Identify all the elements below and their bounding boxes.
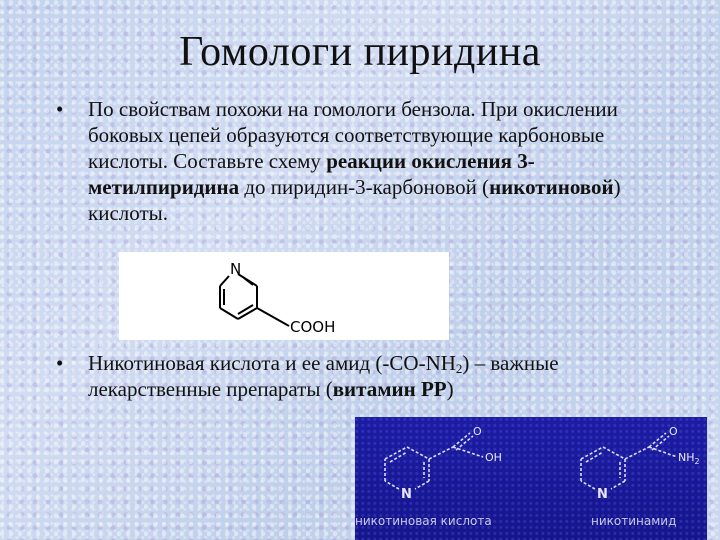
amide-ring-n-label: N (597, 487, 608, 502)
bullet-2-bold-vitamin: витамин PP (332, 377, 447, 401)
nicotinic-structures-svg (355, 417, 707, 540)
bullet-marker: • (56, 97, 64, 121)
bullet-1-text-part: до пиридин-3-карбоновой ( (239, 175, 490, 199)
nh2-subscript: 2 (455, 361, 463, 376)
bullet-2-text-part: Никотиновая кислота и ее амид (-CO-NH (88, 351, 456, 375)
bullet-1-bold-reaction: реакции окисления 3-метилпиридина (88, 149, 535, 199)
bullet-1-text-part: По свойствам похожи на гомологи бензола. При окислении боковых цепей образуются соответствующие карбоновые кислоты. Составьте схему (88, 97, 618, 173)
bullet-2-text-part: ) (446, 377, 454, 401)
bullet-1-bold-nicotinic: никотиновой (489, 175, 614, 199)
slide-title: Гомологи пиридина (179, 29, 541, 75)
pyridine-ring (220, 274, 289, 326)
nicotinic-structures-panel (355, 417, 707, 540)
bullet-1 (56, 96, 676, 226)
acid-ring-n-label: N (401, 487, 412, 502)
amide-ring (581, 433, 677, 489)
amide-nh-text: NH (678, 451, 695, 464)
bullet-marker: • (56, 351, 64, 375)
bullet-2-text (88, 350, 676, 402)
amide-nh2-label (678, 451, 700, 466)
acid-ring (385, 433, 483, 489)
acid-o-label: O (473, 425, 482, 438)
acid-caption: никотиновая кислота (355, 514, 492, 528)
amide-o-label: O (669, 425, 678, 438)
bullet-1-text (88, 96, 676, 226)
amide-caption: никотинамид (591, 514, 677, 528)
cooh-label: COOH (290, 318, 336, 336)
nicotinic-acid-svg (119, 252, 449, 340)
ring-n-label: N (230, 260, 242, 278)
bullet-2-text-part: ) – важные лекарственные препараты ( (88, 351, 559, 401)
nicotinic-acid-structure (119, 252, 449, 340)
acid-oh-label: OH (485, 451, 502, 464)
bullet-2 (56, 350, 676, 402)
bullet-1-text-part: ) кислоты. (88, 175, 621, 225)
amide-nh2-subscript: 2 (694, 457, 700, 466)
